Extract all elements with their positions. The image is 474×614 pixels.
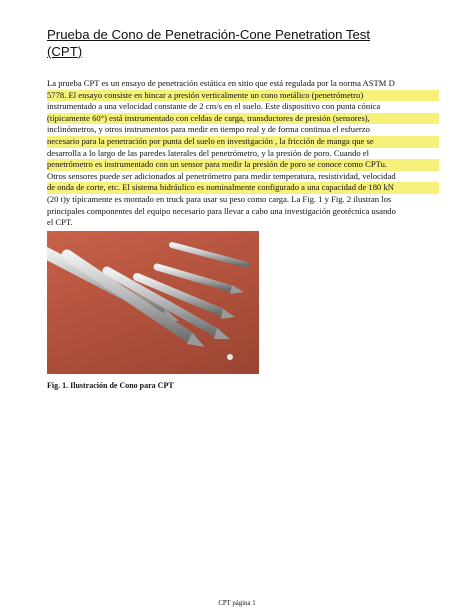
page-footer: CPT página 1 bbox=[218, 600, 256, 607]
body-line-13: el CPT. bbox=[47, 217, 73, 228]
body-line-5: inclinómetros, y otros instrumentos para medir en tiempo real y de forma continua el esfuerzo bbox=[47, 124, 370, 135]
body-line-9: Otros sensores puede ser adicionados al penetrómetro para medir temperatura, resistividad, velocidad bbox=[47, 170, 396, 181]
title-line-1: Prueba de Cono de Penetración-Cone Penetration Test bbox=[47, 27, 371, 42]
title-line-2: (CPT) bbox=[47, 44, 83, 59]
cone-penetrometer-photo bbox=[47, 231, 259, 374]
body-line-2: 5778. El ensayo consiste en hincar a presión verticalmente un cono metálico (penetrómetro) bbox=[47, 90, 439, 102]
probe-6 bbox=[172, 245, 247, 265]
body-line-4: (típicamente 60°) está instrumentado con celdas de carga, transductores de presión (sensores), bbox=[47, 113, 439, 125]
body-line-3: instrumentado a una velocidad constante de 2 cm/s en el suelo. Este dispositivo con punta cónica bbox=[47, 101, 381, 112]
body-line-10: de onda de corte, etc. El sistema hidráulico es nominalmente configurado a una capacidad de 180 kN bbox=[47, 182, 439, 194]
body-line-12: principales componentes del equipo necesario para llevar a cabo una investigación geotécnica usando bbox=[47, 205, 396, 216]
document-title bbox=[47, 26, 407, 60]
cone-probes-illustration bbox=[47, 231, 259, 374]
small-part bbox=[227, 354, 233, 360]
body-line-7: desarrolla a lo largo de las paredes laterales del penetrómetro, y la presión de poro. Cuando el bbox=[47, 147, 369, 158]
body-line-6: necesario para la penetración por punta del suelo en investigación , la fricción de manga que se bbox=[47, 136, 439, 148]
body-line-11: (20 t)y típicamente es montado en truck para usar su peso como carga. La Fig. 1 y Fig. 2 ilustran los bbox=[47, 193, 392, 204]
figure-caption: Fig. 1. Ilustración de Cono para CPT bbox=[47, 381, 174, 390]
body-paragraph bbox=[47, 78, 439, 229]
body-line-8: penetrómetro es instrumentado con un sensor para medir la presión de poro se conoce como CPTu. bbox=[47, 159, 439, 171]
body-line-1: La prueba CPT es un ensayo de penetración estática en sitio que está regulada por la norma ASTM D bbox=[47, 78, 395, 88]
